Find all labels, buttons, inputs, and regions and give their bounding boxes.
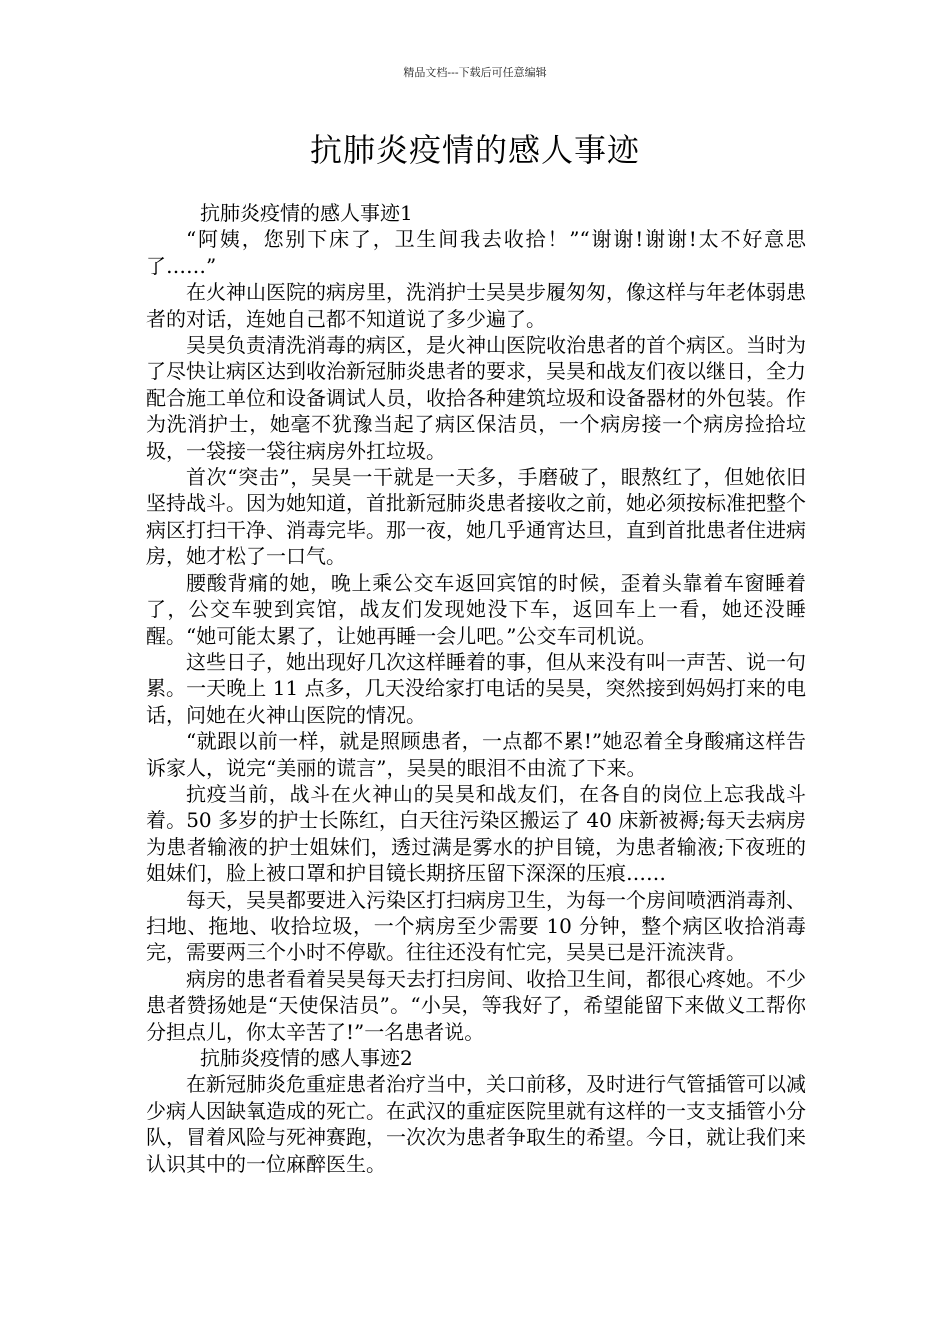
paragraph: 这些日子，她出现好几次这样睡着的事，但从来没有叫一声苦、说一句累。一天晚上 11 点多，几天没给家打电话的吴昊，突然接到妈妈打来的电话，问她在火神山医院的情况。 <box>146 649 806 727</box>
document-title: 抗肺炎疫情的感人事迹 <box>309 131 640 169</box>
section-heading: 抗肺炎疫情的感人事迹1 <box>200 201 413 225</box>
header-note: 精品文档---下载后可任意编辑 <box>403 66 547 79</box>
paragraph: 抗疫当前，战斗在火神山的吴昊和战友们，在各自的岗位上忘我战斗着。50 多岁的护士长陈红，白天往污染区搬运了 40 床新被褥;每天去病房为患者输液的护士姐妹们，透过满是雾水的护目镜，为患者输液;下夜班的姐妹们，脸上被口罩和护目镜长期挤压留下深深的压痕…… <box>146 781 806 886</box>
section-heading: 抗肺炎疫情的感人事迹2 <box>200 1046 413 1070</box>
paragraph: 在火神山医院的病房里，洗消护士吴昊步履匆匆，像这样与年老体弱患者的对话，连她自己都不知道说了多少遍了。 <box>146 280 806 331</box>
document-body <box>146 200 806 1177</box>
paragraph: 腰酸背痛的她，晚上乘公交车返回宾馆的时候，歪着头靠着车窗睡着了，公交车驶到宾馆，战友们发现她没下车，返回车上一看，她还没睡醒。“她可能太累了，让她再睡一会儿吧。”公交车司机说。 <box>146 570 806 648</box>
paragraph: 在新冠肺炎危重症患者治疗当中，关口前移，及时进行气管插管可以减少病人因缺氧造成的死亡。在武汉的重症医院里就有这样的一支支插管小分队，冒着风险与死神赛跑，一次次为患者争取生的希望。今日，就让我们来认识其中的一位麻醉医生。 <box>146 1072 806 1176</box>
paragraph: 每天，吴昊都要进入污染区打扫病房卫生，为每一个房间喷洒消毒剂、扫地、拖地、收拾垃圾，一个病房至少需要 10 分钟，整个病区收拾消毒完，需要两三个小时不停歇。往往还没有忙完，吴昊已是汗流浃背。 <box>146 887 806 965</box>
paragraph: “就跟以前一样，就是照顾患者，一点都不累!”她忍着全身酸痛这样告诉家人，说完“美丽的谎言”，吴昊的眼泪不由流了下来。 <box>146 729 806 780</box>
paragraph: 首次“突击”，吴昊一干就是一天多，手磨破了，眼熬红了，但她依旧坚持战斗。因为她知道，首批新冠肺炎患者接收之前，她必须按标准把整个病区打扫干净、消毒完毕。那一夜，她几乎通宵达旦，直到首批患者住进病房，她才松了一口气。 <box>146 465 806 569</box>
paragraph: “阿姨，您别下床了，卫生间我去收拾！”“谢谢!谢谢!太不好意思了……” <box>146 227 806 278</box>
paragraph: 病房的患者看着吴昊每天去打扫房间、收拾卫生间，都很心疼她。不少患者赞扬她是“天使保洁员”。“小吴，等我好了，希望能留下来做义工帮你分担点儿，你太辛苦了!”一名患者说。 <box>146 966 806 1044</box>
paragraph: 吴昊负责清洗消毒的病区，是火神山医院收治患者的首个病区。当时为了尽快让病区达到收治新冠肺炎患者的要求，吴昊和战友们夜以继日，全力配合施工单位和设备调试人员，收拾各种建筑垃圾和设备器材的外包装。作为洗消护士，她毫不犹豫当起了病区保洁员，一个病房接一个病房捡拾垃圾，一袋接一袋往病房外扛垃圾。 <box>146 333 806 463</box>
